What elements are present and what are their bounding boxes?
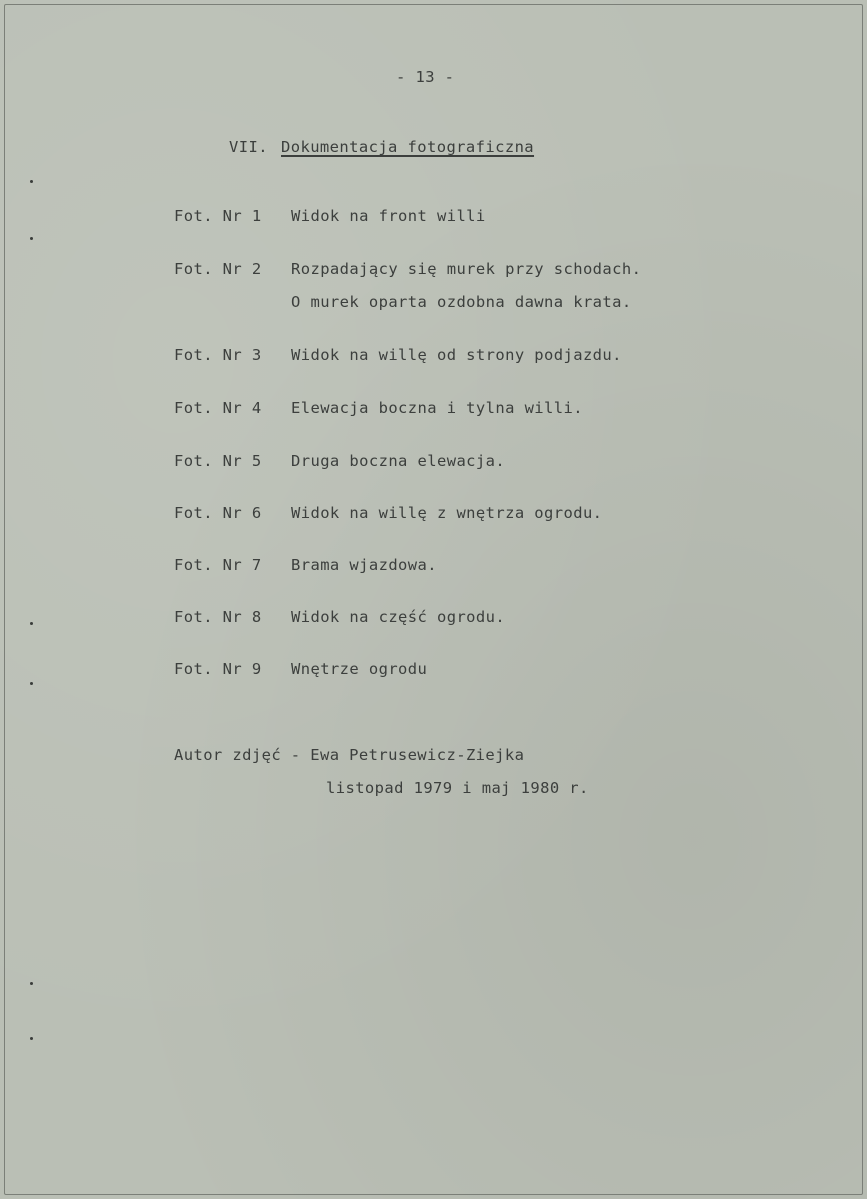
photo-label: Fot. Nr 4: [174, 399, 262, 417]
page-number: - 13 -: [396, 68, 455, 86]
photo-description: Rozpadający się murek przy schodach.: [291, 260, 642, 278]
photo-label: Fot. Nr 1: [174, 207, 262, 225]
photo-description: Wnętrze ogrodu: [291, 660, 428, 678]
photo-label: Fot. Nr 3: [174, 346, 262, 364]
margin-speck: [30, 237, 33, 240]
photo-description: Widok na willę od strony podjazdu.: [291, 346, 622, 364]
photo-description: Elewacja boczna i tylna willi.: [291, 399, 583, 417]
photo-description: O murek oparta ozdobna dawna krata.: [291, 293, 632, 311]
photo-label: Fot. Nr 5: [174, 452, 262, 470]
photo-label: Fot. Nr 9: [174, 660, 262, 678]
section-title: Dokumentacja fotograficzna: [281, 138, 535, 156]
photo-label: Fot. Nr 6: [174, 504, 262, 522]
author-date: listopad 1979 i maj 1980 r.: [326, 779, 589, 797]
photo-description: Widok na willę z wnętrza ogrodu.: [291, 504, 603, 522]
photo-description: Widok na front willi: [291, 207, 486, 225]
author-credit: Autor zdjęć - Ewa Petrusewicz-Ziejka: [174, 746, 525, 764]
margin-speck: [30, 1037, 33, 1040]
photo-description: Brama wjazdowa.: [291, 556, 437, 574]
margin-speck: [30, 622, 33, 625]
photo-description: Widok na część ogrodu.: [291, 608, 506, 626]
margin-speck: [30, 982, 33, 985]
section-number: VII.: [229, 138, 268, 156]
page-border: [4, 4, 863, 1195]
photo-label: Fot. Nr 8: [174, 608, 262, 626]
photo-description: Druga boczna elewacja.: [291, 452, 506, 470]
photo-label: Fot. Nr 7: [174, 556, 262, 574]
margin-speck: [30, 682, 33, 685]
photo-label: Fot. Nr 2: [174, 260, 262, 278]
margin-speck: [30, 180, 33, 183]
